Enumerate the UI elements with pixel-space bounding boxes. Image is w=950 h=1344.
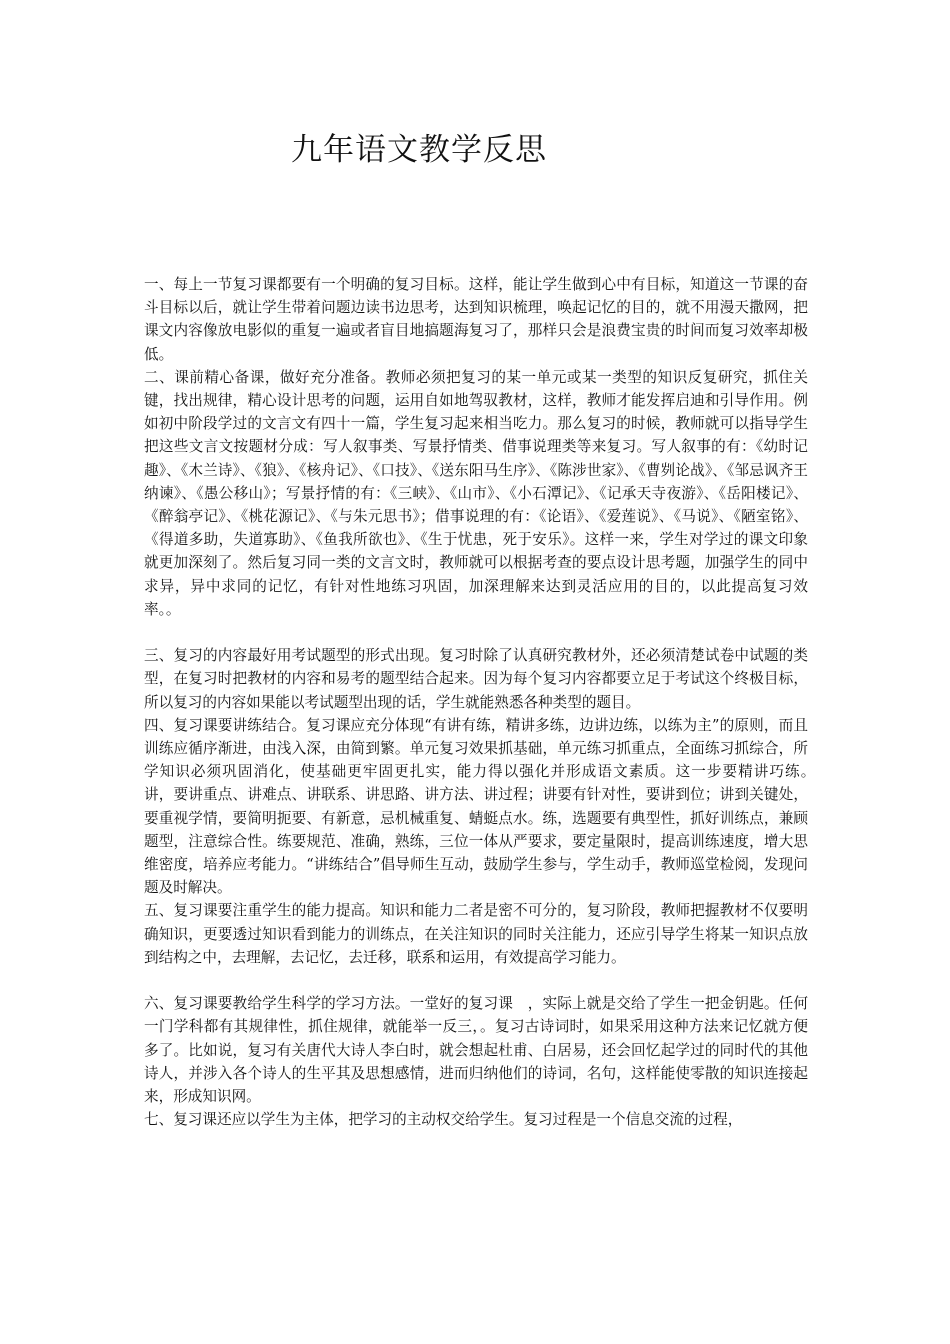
paragraph-6: 六、复习课要教给学生科学的学习方法。一堂好的复习课 ，实际上就是交给了学生一把金钥匙。任何一门学科都有其规律性，抓住规律，就能举一反三，。复习古诗词时，如果采用这种方法来记忆就方便多了。比如说，复习有关唐代大诗人李白时，就会想起杜甫、白居易，还会回忆起学过的同时代的其他诗人，并涉入各个诗人的生平其及思想感情，进而归纳他们的诗词，名句，这样能使零散的知识连接起来，形成知识网。	[144, 995, 808, 1106]
paragraph-7: 七、复习课还应以学生为主体，把学习的主动权交给学生。复习过程是一个信息交流的过程，	[144, 1111, 743, 1129]
paragraph-4: 四、复习课要讲练结合。复习课应充分体现“有讲有练，精讲多练，边讲边练，以练为主”的原则，而且训练应循序渐进，由浅入深，由简到繁。单元复习效果抓基础，单元练习抓重点，全面练习抓综合，所学知识必须巩固消化，使基础更牢固更扎实，能力得以强化并形成语文素质。这一步要精讲巧练。 讲，要讲重点、讲难点、讲联系、讲思路、讲方法、讲过程；讲要有针对性，要讲到位；讲到关键处，要重视学情，要简明扼要、有新意，忌机械重复、蜻蜓点水。练，选题要有典型性，抓好训练点，兼顾题型，注意综合性。练要规范、准确，熟练，三位一体从严要求，要定量限时，提高训练速度，增大思维密度，培养应考能力。“讲练结合”倡导师生互动，鼓励学生参与，学生动手，教师巡堂检阅，发现问题及时解决。	[144, 716, 823, 897]
paragraph-3: 三、复习的内容最好用考试题型的形式出现。复习时除了认真研究教材外，还必须清楚试卷中试题的类型，在复习时把教材的内容和易考的题型结合起来。因为每个复习内容都要立足于考试这个终极目标，所以复习的内容如果能以考试题型出现的话，学生就能熟悉各种类型的题目。	[144, 647, 808, 711]
paragraph-5: 五、复习课要注重学生的能力提高。知识和能力二者是密不可分的，复习阶段，教师把握教材不仅要明确知识，更要透过知识看到能力的训练点，在关注知识的同时关注能力，还应引导学生将某一知识点放到结构之中，去理解，去记忆，去迁移，联系和运用，有效提高学习能力。	[144, 902, 808, 966]
document-body	[144, 273, 823, 1131]
paragraph-2: 二、课前精心备课，做好充分准备。教师必须把复习的某一单元或某一类型的知识反复研究，抓住关键，找出规律，精心设计思考的问题，运用自如地驾驭教材，这样，教师才能发挥启迪和引导作用。例如初中阶段学过的文言文有四十一篇，学生复习起来相当吃力。那么复习的时候，教师就可以指导学生把这些文言文按题材分成：写人叙事类、写景抒情类、借事说理类等来复习。写人叙事的有：《幼时记趣》、《木兰诗》、《狼》、《核舟记》、《口技》、《送东阳马生序》、《陈涉世家》、《曹刿论战》、《邹忌讽齐王纳谏》、《愚公移山》；写景抒情的有：《三峡》、《山市》、《小石潭记》、《记承天寺夜游》、《岳阳楼记》、《醉翁亭记》、《桃花源记》、《与朱元思书》；借事说理的有：《论语》、《爱莲说》、《马说》、《陋室铭》、《得道多助，失道寡助》、《鱼我所欲也》、《生于忧患，死于安乐》。这样一来，学生对学过的课文印象就更加深刻了。然后复习同一类的文言文时，教师就可以根据考查的要点设计思考题，加强学生的同中求异，异中求同的记忆，有针对性地练习巩固，加深理解来达到灵活应用的目的，以此提高复习效率。。	[144, 368, 808, 618]
paragraph-1: 一、每上一节复习课都要有一个明确的复习目标。这样，能让学生做到心中有目标，知道这一节课的奋斗目标以后，就让学生带着问题边读书边思考，达到知识梳理，唤起记忆的目的，就不用漫天撒网，把课文内容像放电影似的重复一遍或者盲目地搞题海复习了，那样只会是浪费宝贵的时间而复习效率却极低。	[144, 276, 808, 363]
document-title: 九年语文教学反思	[291, 132, 547, 168]
